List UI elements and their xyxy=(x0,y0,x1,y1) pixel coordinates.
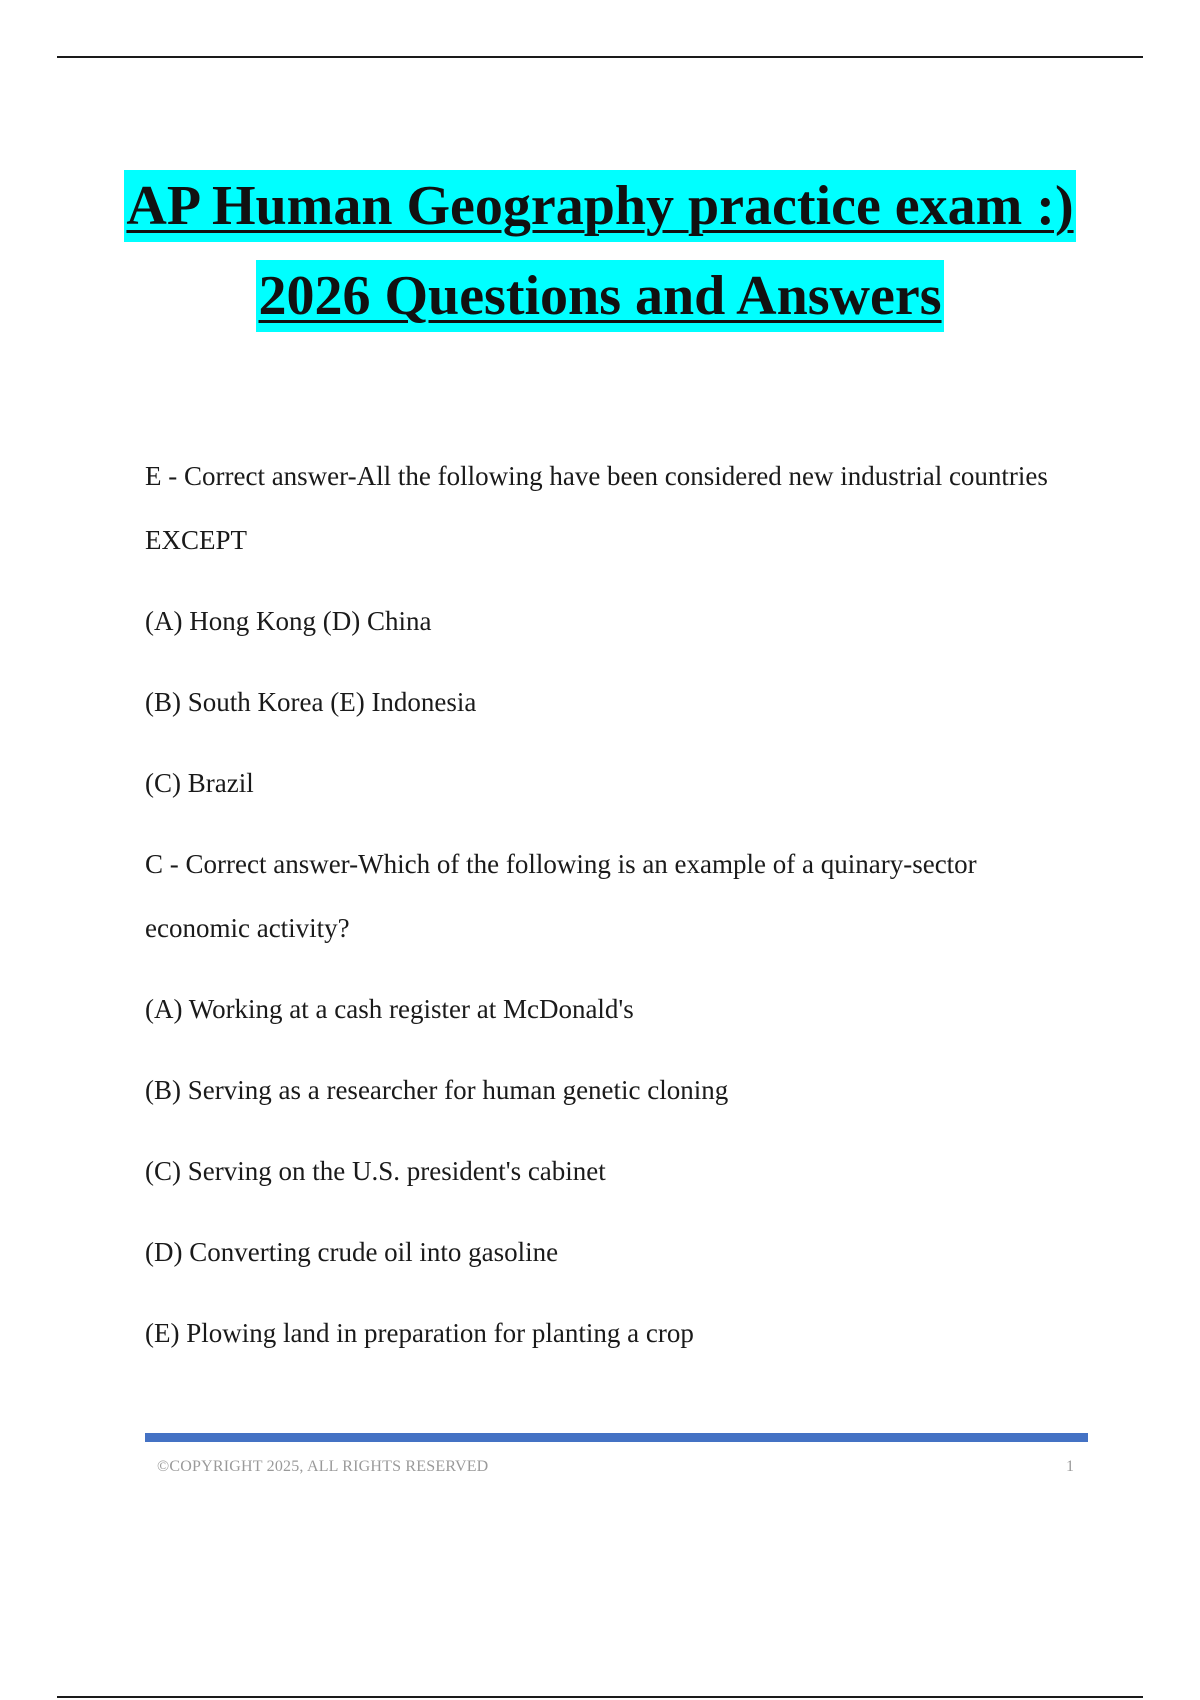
question-1-option-c: (C) Brazil xyxy=(145,768,254,798)
footer-copyright: ©COPYRIGHT 2025, ALL RIGHTS RESERVED xyxy=(157,1458,489,1475)
question-1-text: E - Correct answer-All the following have been considered new industrial countries EXCEPT xyxy=(145,461,1048,555)
question-2-text: C - Correct answer-Which of the following is an example of a quinary-sector economic activity? xyxy=(145,849,977,943)
title-line-1: AP Human Geography practice exam :) xyxy=(124,170,1075,242)
question-2-option-d: (D) Converting crude oil into gasoline xyxy=(145,1237,559,1267)
question-2-option-c: (C) Serving on the U.S. president's cabinet xyxy=(145,1156,606,1186)
question-1-option-b-e: (B) South Korea (E) Indonesia xyxy=(145,687,477,717)
footer-bar xyxy=(145,1433,1088,1442)
bottom-rule xyxy=(57,1696,1143,1698)
question-2-option-b: (B) Serving as a researcher for human genetic cloning xyxy=(145,1075,729,1105)
document-body xyxy=(145,444,1065,1382)
question-2-option-a: (A) Working at a cash register at McDonald's xyxy=(145,994,634,1024)
question-2-option-e: (E) Plowing land in preparation for planting a crop xyxy=(145,1318,694,1348)
footer-page-number: 1 xyxy=(1066,1458,1074,1475)
question-1-option-a-d: (A) Hong Kong (D) China xyxy=(145,606,432,636)
document-title xyxy=(0,170,1200,332)
top-rule xyxy=(57,56,1143,58)
title-line-2: 2026 Questions and Answers xyxy=(256,260,943,332)
